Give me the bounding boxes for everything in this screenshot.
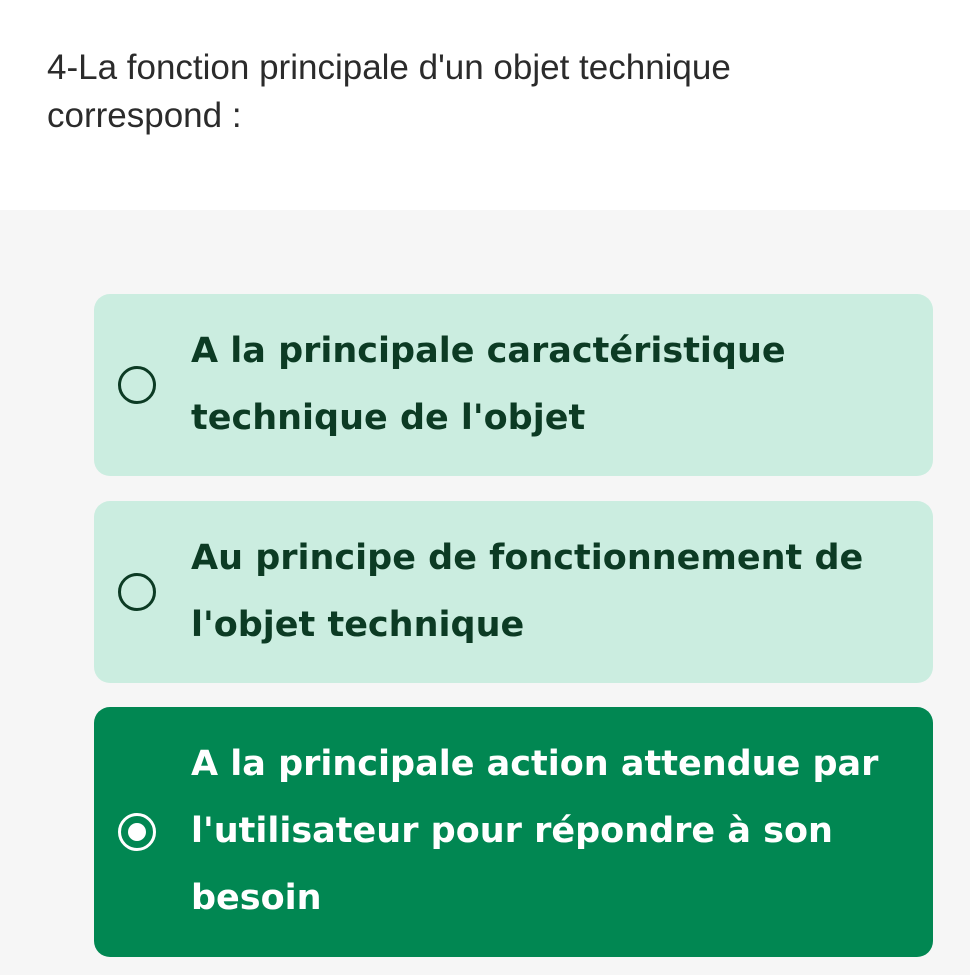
answer-option-label: A la principale action attendue par l'utilisateur pour répondre à son besoin [191, 744, 879, 918]
answer-option-1[interactable] [94, 294, 933, 476]
answer-option-3[interactable] [94, 707, 933, 957]
answer-option-label: Au principe de fonctionnement de l'objet technique [191, 538, 864, 645]
answer-option-2[interactable] [94, 501, 933, 683]
radio-unchecked-icon[interactable] [118, 573, 156, 611]
answer-option-label: A la principale caractéristique technique de l'objet [191, 331, 786, 438]
question-text: 4-La fonction principale d'un objet technique correspond : [47, 48, 731, 135]
radio-unchecked-icon[interactable] [118, 366, 156, 404]
question-area [0, 0, 970, 210]
radio-checked-icon[interactable] [118, 813, 156, 851]
radio-dot [128, 823, 146, 841]
